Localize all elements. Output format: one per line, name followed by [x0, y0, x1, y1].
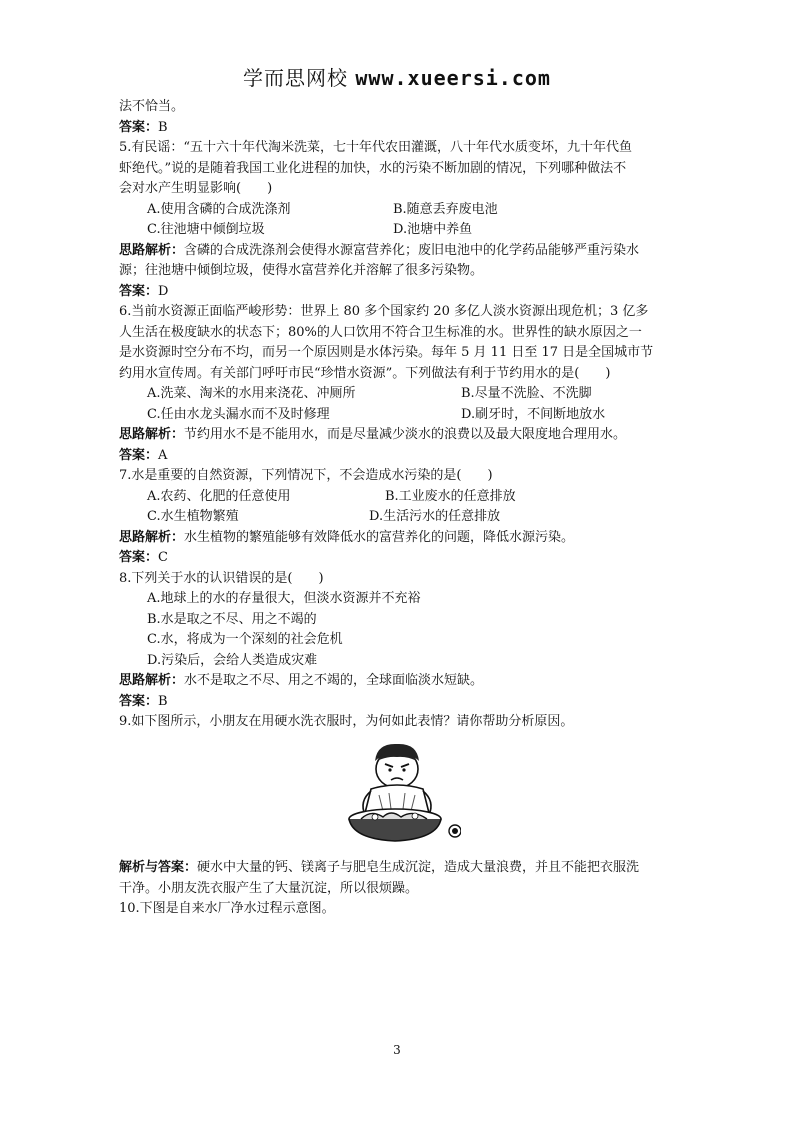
option-b: B.工业废水的任意排放 [385, 488, 516, 504]
option-d: D.污染后，会给人类造成灾难 [147, 652, 318, 668]
text-line: 法不恰当。 [119, 99, 185, 114]
question-5-cont: 会对水产生明显影响( ) [119, 181, 273, 196]
question-6: 6.当前水资源正面临严峻形势：世界上 80 多个国家约 20 多亿人淡水资源出现危机；3 亿多 [119, 304, 649, 319]
child-washing-clothes-illustration [331, 739, 461, 849]
option-b: B.随意丢弃废电池 [393, 201, 498, 217]
options-row [119, 405, 679, 426]
option-a: A.地球上的水的存量很大，但淡水资源并不充裕 [147, 591, 421, 606]
question-8: 8.下列关于水的认识错误的是( ) [119, 570, 324, 586]
header-school: 学而思网校 [243, 66, 348, 90]
analysis-7: 思路解析：水生植物的繁殖能够有效降低水的富营养化的问题，降低水源污染。 [119, 529, 575, 545]
answer-7: 答案：C [119, 550, 168, 565]
option-a: A.洗菜、淘米的水用来浇花、冲厕所 [147, 386, 356, 401]
option-d: D.生活污水的任意排放 [369, 509, 501, 524]
options-row [119, 220, 679, 241]
answer-5: 答案：D [119, 283, 169, 299]
question-5: 5.有民谣：“五十六十年代淘米洗菜，七十年代农田灌溉，八十年代水质变坏，九十年代鱼 [119, 140, 633, 155]
options-row [119, 507, 679, 528]
options-row [119, 487, 679, 508]
question-9: 9.如下图所示，小朋友在用硬水洗衣服时，为何如此表情？请你帮助分析原因。 [119, 714, 574, 729]
analysis-5-cont: 源；往池塘中倾倒垃圾，使得水富营养化并溶解了很多污染物。 [119, 263, 484, 278]
analysis-8: 思路解析：水不是取之不尽、用之不竭的，全球面临淡水短缺。 [119, 673, 484, 688]
document-body [119, 97, 679, 920]
option-c: C.任由水龙头漏水而不及时修理 [147, 406, 330, 422]
question-6-cont: 人生活在极度缺水的状态下；80%的人口饮用不符合卫生标准的水。世界性的缺水原因之一 [119, 324, 642, 340]
solution-9-cont: 干净。小朋友洗衣服产生了大量沉淀，所以很烦躁。 [119, 880, 419, 896]
question-6-cont: 是水资源时空分布不均，而另一个原因则是水体污染。每年 5 月 11 日至 17 日是全国城市节 [119, 345, 654, 360]
question-5-cont: 虾绝代。”说的是随着我国工业化进程的加快，水的污染不断加剧的情况，下列哪种做法不 [119, 160, 627, 176]
analysis-5: 思路解析：含磷的合成洗涤剂会使得水源富营养化；废旧电池中的化学药品能够严重污染水 [119, 242, 640, 258]
header-site: www.xueersi.com [355, 66, 551, 90]
answer-8: 答案：B [119, 693, 168, 709]
option-b: B.尽量不洗脸、不洗脚 [461, 386, 592, 401]
page-number: 3 [393, 1043, 401, 1057]
options-row [119, 200, 679, 221]
question-10: 10.下图是自来水厂净水过程示意图。 [119, 901, 335, 916]
option-a: A.农药、化肥的任意使用 [147, 488, 291, 504]
option-a: A.使用含磷的合成洗涤剂 [147, 201, 291, 217]
option-b: B.水是取之不尽、用之不竭的 [147, 611, 317, 627]
option-c: C.往池塘中倾倒垃圾 [147, 222, 265, 237]
option-c: C.水生植物繁殖 [147, 509, 239, 524]
page-header [0, 62, 794, 91]
options-row [119, 384, 679, 405]
answer-4: 答案：B [119, 119, 168, 135]
analysis-6: 思路解析：节约用水不是不能用水，而是尽量减少淡水的浪费以及最大限度地合理用水。 [119, 427, 627, 442]
question-6-cont: 约用水宣传周。有关部门呼吁市民“珍惜水资源”。下列做法有利于节约用水的是( ) [119, 365, 611, 381]
option-d: D.刷牙时，不间断地放水 [461, 406, 606, 422]
question-7: 7.水是重要的自然资源，下列情况下，不会造成水污染的是( ) [119, 468, 493, 483]
option-d: D.池塘中养鱼 [393, 222, 473, 237]
option-c: C.水，将成为一个深刻的社会危机 [147, 632, 343, 647]
answer-6: 答案：A [119, 447, 168, 463]
solution-9: 解析与答案：硬水中大量的钙、镁离子与肥皂生成沉淀，造成大量浪费，并且不能把衣服洗 [119, 860, 640, 875]
